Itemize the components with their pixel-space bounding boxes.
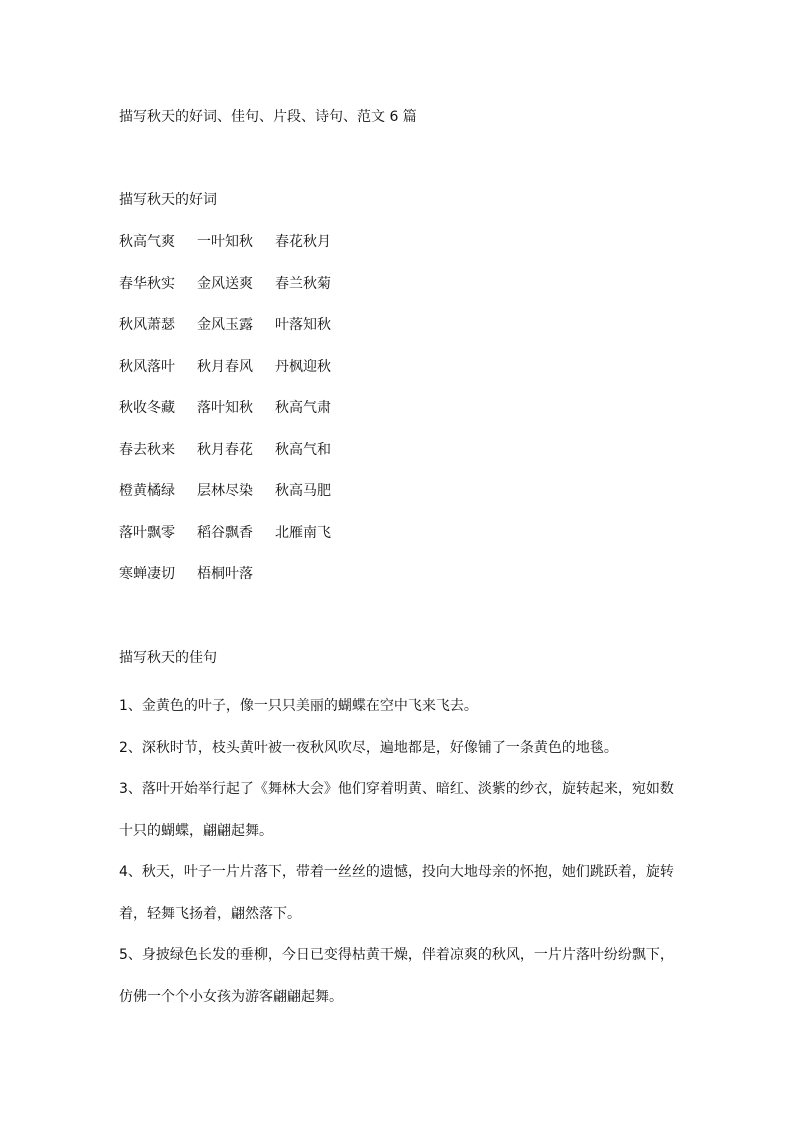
word: 金风送爽 xyxy=(197,275,253,292)
word: 秋月春风 xyxy=(197,358,253,375)
words-heading: 描写秋天的好词 xyxy=(119,192,217,208)
word: 叶落知秋 xyxy=(275,317,331,333)
word: 春华秋实 xyxy=(119,275,175,292)
words-list xyxy=(119,231,353,605)
word-row xyxy=(119,356,353,398)
word: 春花秋月 xyxy=(275,234,331,250)
sentence-item xyxy=(119,728,679,770)
sentence-item xyxy=(119,852,679,935)
word-row xyxy=(119,314,353,356)
sentence-item xyxy=(119,935,679,1018)
sentence-item xyxy=(119,769,679,852)
sentence-line: 4、秋天，叶子一片片落下，带着一丝丝的遗憾，投向大地母亲的怀抱，她们跳跃着，旋转 xyxy=(119,864,674,880)
word: 层林尽染 xyxy=(197,483,253,499)
word: 落叶飘零 xyxy=(119,524,175,541)
sentence-line: 5、身披绿色长发的垂柳，今日已变得枯黄干燥，伴着凉爽的秋风，一片片落叶纷纷飘下， xyxy=(119,947,674,963)
word-row xyxy=(119,563,353,605)
word: 稻谷飘香 xyxy=(197,524,253,541)
word: 秋风萧瑟 xyxy=(119,317,175,333)
word-row xyxy=(119,522,353,564)
sentence-item xyxy=(119,686,679,728)
word: 橙黄橘绿 xyxy=(119,483,175,499)
word-row xyxy=(119,273,353,315)
word: 寒蝉凄切 xyxy=(119,566,175,582)
sentence-line: 3、落叶开始举行起了《舞林大会》他们穿着明黄、暗红、淡紫的纱衣，旋转起来，宛如数 xyxy=(119,781,674,797)
sentence-line: 1、金黄色的叶子，像一只只美丽的蝴蝶在空中飞来飞去。 xyxy=(119,698,478,714)
sentence-line-continued: 仿佛一个个小女孩为游客翩翩起舞。 xyxy=(119,988,343,1005)
word-row xyxy=(119,397,353,439)
word: 丹枫迎秋 xyxy=(275,358,331,375)
word: 北雁南飞 xyxy=(275,524,331,541)
document-title: 描写秋天的好词、佳句、片段、诗句、范文 6 篇 xyxy=(119,109,417,125)
word: 秋月春花 xyxy=(197,441,253,458)
word: 春兰秋菊 xyxy=(275,275,331,292)
sentence-line-continued: 着，轻舞飞扬着，翩然落下。 xyxy=(119,905,301,922)
word-row xyxy=(119,231,353,273)
sentences-list xyxy=(119,686,679,1018)
sentence-line: 2、深秋时节，枝头黄叶被一夜秋风吹尽，遍地都是，好像铺了一条黄色的地毯。 xyxy=(119,739,618,756)
sentence-line-continued: 十只的蝴蝶，翩翩起舞。 xyxy=(119,822,273,839)
word: 金风玉露 xyxy=(197,317,253,333)
word: 秋收冬藏 xyxy=(119,400,175,416)
word: 梧桐叶落 xyxy=(197,566,253,582)
word-row xyxy=(119,439,353,481)
word: 秋风落叶 xyxy=(119,358,175,375)
word: 秋高马肥 xyxy=(275,483,331,499)
word: 秋高气肃 xyxy=(275,400,331,416)
sentences-heading: 描写秋天的佳句 xyxy=(119,650,217,666)
word-row xyxy=(119,480,353,522)
word: 秋高气和 xyxy=(275,441,331,458)
word: 落叶知秋 xyxy=(197,400,253,416)
word: 一叶知秋 xyxy=(197,234,253,250)
word: 春去秋来 xyxy=(119,441,175,458)
word: 秋高气爽 xyxy=(119,234,175,250)
